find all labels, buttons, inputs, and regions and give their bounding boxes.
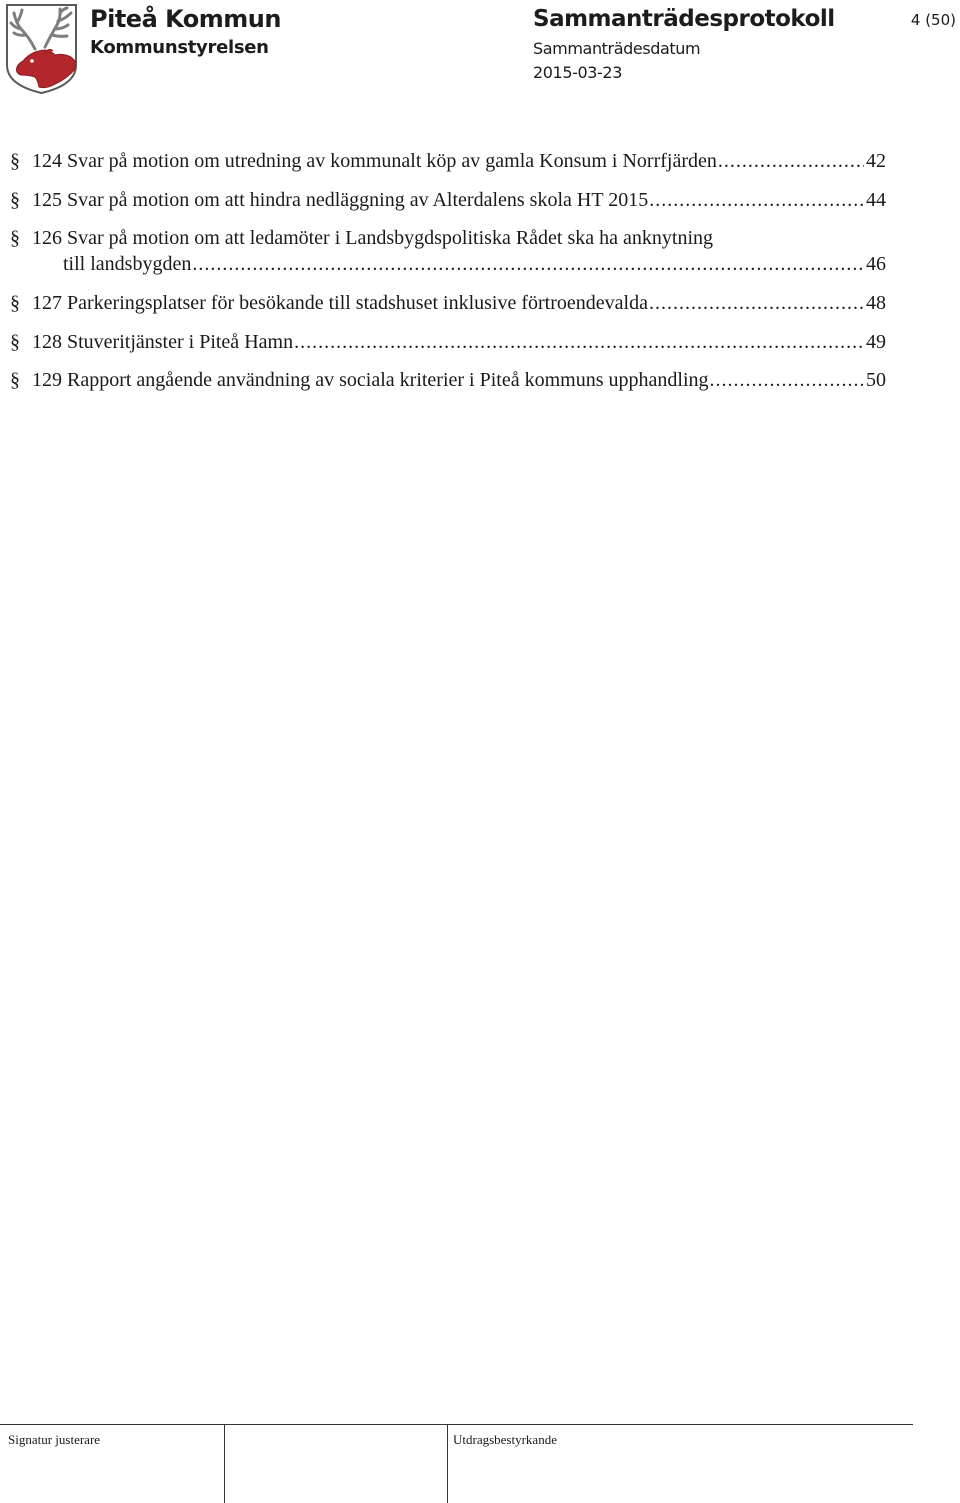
dot-leader [649, 187, 864, 213]
toc-entry-page: 42 [866, 150, 886, 172]
toc-entry-129[interactable] [8, 367, 886, 393]
dot-leader [710, 367, 865, 393]
toc-entry-page: 50 [866, 369, 886, 391]
toc-entry-title: 128 Stuveritjänster i Piteå Hamn [32, 331, 294, 353]
toc-entry-125[interactable] [8, 187, 886, 213]
extract-certification-label: Utdragsbestyrkande [453, 1432, 557, 1447]
toc-entry-128[interactable] [8, 329, 886, 355]
toc-entry-title: 126 Svar på motion om att ledamöter i Landsbygdspolitiska Rådet ska ha anknytning [32, 227, 713, 249]
toc-entry-page: 49 [866, 331, 886, 353]
footer-rule [0, 1424, 913, 1425]
section-mark: § [10, 150, 20, 172]
section-mark: § [10, 189, 20, 211]
meeting-date-value: 2015-03-23 [533, 63, 622, 82]
dot-leader [294, 329, 864, 355]
section-mark: § [10, 369, 20, 391]
dot-leader [718, 148, 864, 174]
toc-entry-title: 129 Rapport angående användning av sociala kriterier i Piteå kommuns upphandling [32, 369, 709, 391]
toc-entry-title: 127 Parkeringsplatser för besökande till stadshuset inklusive förtroendevalda [32, 292, 648, 314]
toc-entry-127[interactable] [8, 290, 886, 316]
footer-divider-signature [224, 1424, 225, 1503]
toc-entry-page: 48 [866, 292, 886, 314]
section-mark: § [10, 292, 20, 314]
toc-entry-title: 125 Svar på motion om att hindra nedläggning av Alterdalens skola HT 2015 [32, 189, 649, 211]
dot-leader [649, 290, 864, 316]
section-mark: § [10, 331, 20, 353]
pitea-coat-of-arms-icon [5, 3, 78, 95]
footer-divider-extract [447, 1424, 448, 1503]
toc-entry-title: 124 Svar på motion om utredning av kommunalt köp av gamla Konsum i Norrfjärden [32, 150, 717, 172]
page-number: 4 (50) [910, 11, 956, 29]
document-title: Sammanträdesprotokoll [533, 6, 835, 32]
dot-leader [192, 251, 864, 277]
meeting-date-label: Sammanträdesdatum [533, 39, 701, 58]
organization-unit: Kommunstyrelsen [90, 37, 269, 58]
signature-label: Signatur justerare [8, 1432, 101, 1447]
toc-entry-126[interactable] [8, 225, 886, 277]
organization-name: Piteå Kommun [90, 5, 281, 33]
section-mark: § [10, 227, 20, 249]
toc-entry-124[interactable] [8, 148, 886, 174]
toc-entry-page: 44 [866, 189, 886, 211]
toc-entry-title-continuation: till landsbygden [63, 253, 192, 275]
toc-entry-page: 46 [866, 253, 886, 275]
